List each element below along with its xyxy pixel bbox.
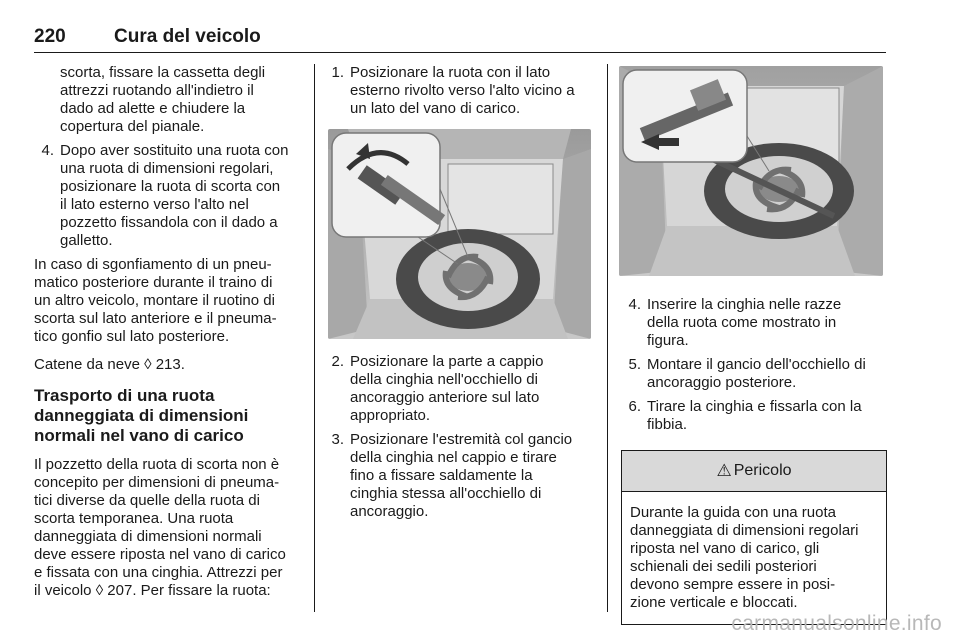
text-line: Posizionare l'estremità col gancio (350, 431, 573, 448)
step-3-continuation (34, 64, 300, 136)
text-line: figura. (647, 332, 689, 349)
warning-header (622, 451, 886, 492)
text-line: della ruota come mostrato in (647, 314, 837, 331)
snow-chains-reference[interactable] (34, 356, 300, 374)
danger-warning-box (621, 450, 887, 625)
warning-triangle-icon: ⚠ (716, 461, 732, 480)
strap-hook-icon (619, 66, 883, 276)
text-line: Il pozzetto della ruota di scorta non è (34, 456, 280, 473)
text-line: della cinghia nell'occhiello di (350, 371, 538, 388)
text-line: tici diverse da quelle della ruota di (34, 492, 260, 509)
text-line: dado ad alette e chiudere la (60, 100, 246, 117)
text-line: Posizionare la ruota con il lato (350, 64, 551, 81)
column-divider-left (314, 64, 315, 612)
text-line: concepito per dimensioni di pneuma- (34, 474, 280, 491)
text-line: In caso di sgonfiamento di un pneu- (34, 256, 272, 273)
reference-text: Catene da neve (34, 356, 140, 373)
step-2 (324, 353, 594, 425)
tire-in-cargo-area-icon (328, 129, 591, 339)
text-line: posizionare la ruota di scorta con (60, 178, 281, 195)
step-number: 1. (331, 64, 344, 81)
text-line: pozzetto fissandola con il dado a (60, 214, 278, 231)
text-line: Tirare la cinghia e fissarla con la (647, 398, 862, 415)
column-right (621, 64, 887, 625)
text-line: il lato esterno verso l'alto nel (60, 196, 249, 213)
text-line: riposta nel vano di carico, gli (630, 540, 820, 557)
text-line: danneggiata di dimensioni regolari (630, 522, 859, 539)
page-number: 220 (34, 26, 66, 47)
text-line: matico posteriore durante il traino di (34, 274, 273, 291)
warning-title: Pericolo (733, 462, 792, 479)
column-divider-right (607, 64, 608, 612)
column-middle (328, 64, 594, 521)
cargo-tire-strap-illustration (328, 129, 591, 339)
text-line: galletto. (60, 232, 113, 249)
text-line: fino a fissare saldamente la (350, 467, 533, 484)
text-line: un lato del vano di carico. (350, 100, 521, 117)
text-line: ancoraggio. (350, 503, 429, 520)
text-line: una ruota di dimensioni regolari, (60, 160, 274, 177)
column-left (34, 64, 300, 600)
text-line: appropriato. (350, 407, 431, 424)
heading-line: danneggiata di dimensioni (34, 406, 249, 425)
text-line: ancoraggio anteriore sul lato (350, 389, 540, 406)
text-line: un altro veicolo, montare il ruotino di (34, 292, 275, 309)
strap-through-spokes-illustration (619, 66, 883, 276)
text-line: scorta sul lato anteriore e il pneuma- (34, 310, 277, 327)
text-line: esterno rivolto verso l'alto vicino a (350, 82, 575, 99)
warning-body (622, 492, 886, 624)
text-line: tico gonfio sul lato posteriore. (34, 328, 230, 345)
text-line: scorta temporanea. Una ruota (34, 510, 234, 527)
step-4-right (621, 296, 887, 350)
step-1 (324, 64, 594, 118)
text-line: Dopo aver sostituito una ruota con (60, 142, 289, 159)
step-number: 4. (628, 296, 641, 313)
text-line: della cinghia nel cappio e tirare (350, 449, 557, 466)
watermark: carmanualsonline.info (731, 612, 942, 635)
text-line: Montare il gancio dell'occhiello di (647, 356, 866, 373)
step-6 (621, 398, 887, 434)
step-4 (34, 142, 300, 250)
storage-paragraph (34, 456, 300, 600)
page-ref-arrow-icon: ◊ (95, 582, 104, 599)
text-line: scorta, fissare la cassetta degli (60, 64, 266, 81)
text-line: attrezzi ruotando all'indietro il (60, 82, 254, 99)
heading-line: Trasporto di una ruota (34, 386, 215, 405)
heading-line: normali nel vano di carico (34, 426, 244, 445)
step-3 (324, 431, 594, 521)
text-line: fibbia. (647, 416, 688, 433)
text-line[interactable] (34, 582, 300, 600)
step-number: 4. (41, 142, 54, 159)
text-line: Posizionare la parte a cappio (350, 353, 544, 370)
section-heading (34, 386, 300, 446)
page-ref-number: 207. Per fissare la ruota: (107, 582, 271, 599)
step-number: 2. (331, 353, 344, 370)
step-number: 5. (628, 356, 641, 373)
text-line: copertura del pianale. (60, 118, 205, 135)
text-line: ancoraggio posteriore. (647, 374, 797, 391)
text-line: deve essere riposta nel vano di carico (34, 546, 286, 563)
step-number: 6. (628, 398, 641, 415)
step-5 (621, 356, 887, 392)
step-number: 3. (331, 431, 344, 448)
text-line: danneggiata di dimensioni normali (34, 528, 262, 545)
text-line: Durante la guida con una ruota (630, 504, 836, 521)
text-line: schienali dei sedili posteriori (630, 558, 817, 575)
page-header (34, 26, 886, 53)
text-line: Inserire la cinghia nelle razze (647, 296, 842, 313)
text-line: zione verticale e bloccati. (630, 594, 798, 611)
page-ref-number: 213. (155, 356, 185, 373)
chapter-title: Cura del veicolo (114, 26, 261, 47)
page-ref-arrow-icon: ◊ (144, 356, 152, 373)
towing-paragraph (34, 256, 300, 346)
reference-text: il veicolo (34, 582, 92, 599)
text-line: e fissata con una cinghia. Attrezzi per (34, 564, 283, 581)
text-line: devono sempre essere in posi- (630, 576, 836, 593)
text-line: cinghia stessa all'occhiello di (350, 485, 542, 502)
